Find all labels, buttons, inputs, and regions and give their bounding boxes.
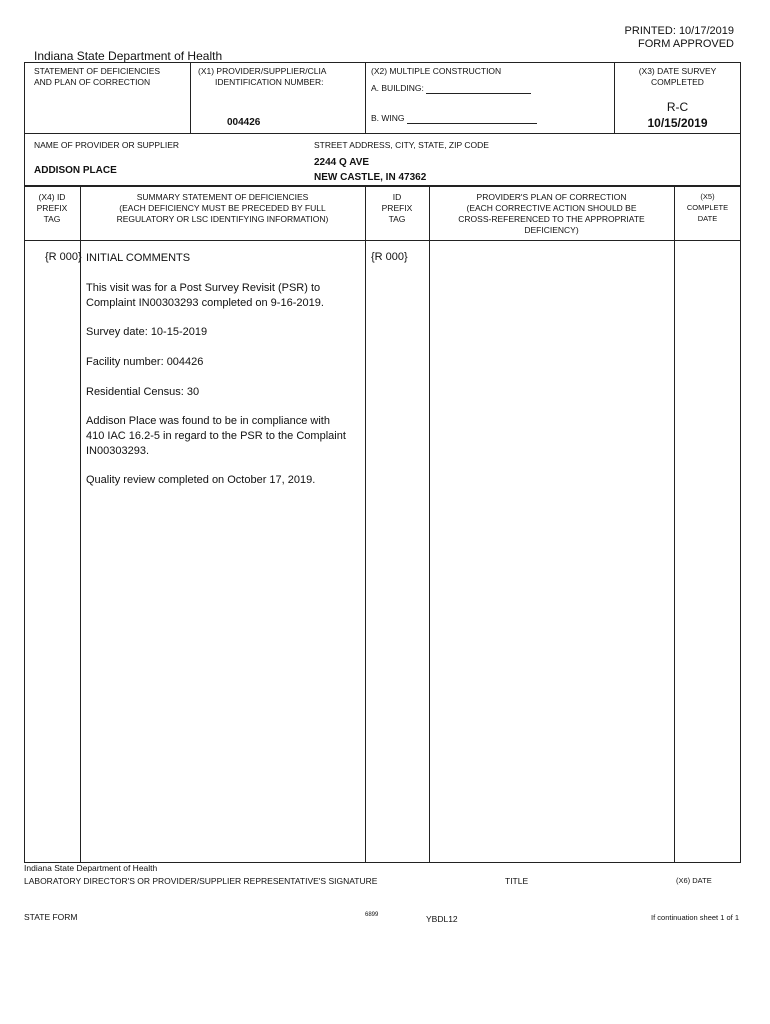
divider bbox=[80, 186, 81, 863]
provider-name: ADDISON PLACE bbox=[34, 165, 117, 176]
x1-label-2: IDENTIFICATION NUMBER: bbox=[215, 77, 324, 87]
x3-label-2: COMPLETED bbox=[651, 77, 704, 87]
divider bbox=[190, 62, 191, 133]
x4-header: (X4) ID bbox=[38, 192, 66, 202]
x4-header-2: PREFIX bbox=[36, 203, 68, 213]
summary-header-2: (EACH DEFICIENCY MUST BE PRECEDED BY FULL bbox=[119, 203, 326, 213]
x4-header-3: TAG bbox=[43, 214, 61, 224]
building-label bbox=[371, 84, 531, 94]
plan-header-3: CROSS-REFERENCED TO THE APPROPRIATE bbox=[458, 214, 645, 224]
statement-label-2: AND PLAN OF CORRECTION bbox=[34, 77, 151, 87]
tag-left: {R 000} bbox=[45, 251, 82, 263]
address-label: STREET ADDRESS, CITY, STATE, ZIP CODE bbox=[314, 140, 489, 150]
paragraph: Quality review completed on October 17, 2019. bbox=[86, 474, 316, 486]
provider-name-label: NAME OF PROVIDER OR SUPPLIER bbox=[34, 140, 179, 150]
x5-header: (X5) bbox=[700, 192, 715, 201]
form-approved: FORM APPROVED bbox=[638, 38, 734, 50]
x3-label: (X3) DATE SURVEY bbox=[638, 66, 717, 76]
paragraph: Addison Place was found to be in compliance with 410 IAC 16.2-5 in regard to the PSR to the Complaint IN00303293. bbox=[86, 415, 346, 457]
id-header-2: PREFIX bbox=[381, 203, 413, 213]
building-blank bbox=[426, 84, 531, 94]
divider bbox=[429, 186, 430, 863]
id-header-3: TAG bbox=[388, 214, 406, 224]
survey-code: R-C bbox=[666, 100, 689, 114]
divider bbox=[24, 240, 741, 241]
summary-header-3: REGULATORY OR LSC IDENTIFYING INFORMATION) bbox=[116, 214, 329, 224]
x2-label: (X2) MULTIPLE CONSTRUCTION bbox=[371, 66, 502, 76]
plan-header: PROVIDER'S PLAN OF CORRECTION bbox=[476, 192, 627, 202]
tag-right: {R 000} bbox=[371, 251, 408, 263]
continuation-sheet: If continuation sheet 1 of 1 bbox=[651, 913, 739, 922]
divider bbox=[674, 186, 675, 863]
wing-blank bbox=[407, 114, 537, 124]
id-header: ID bbox=[392, 192, 402, 202]
summary-header: SUMMARY STATEMENT OF DEFICIENCIES bbox=[136, 192, 309, 202]
address-street: 2244 Q AVE bbox=[314, 157, 370, 168]
footer-agency: Indiana State Department of Health bbox=[24, 863, 158, 873]
agency-name: Indiana State Department of Health bbox=[34, 49, 223, 63]
divider bbox=[365, 186, 366, 863]
paragraph: This visit was for a Post Survey Revisit (PSR) to Complaint IN00303293 completed on 9-16-2019. bbox=[86, 282, 324, 309]
plan-header-4: DEFICIENCY) bbox=[524, 225, 579, 235]
event-id: YBDL12 bbox=[426, 914, 458, 924]
x1-label: (X1) PROVIDER/SUPPLIER/CLIA bbox=[198, 66, 327, 76]
form-number: 6899 bbox=[365, 912, 379, 918]
address-city: NEW CASTLE, IN 47362 bbox=[314, 172, 427, 183]
state-form-label: STATE FORM bbox=[24, 912, 78, 922]
wing-label-text: B. WING bbox=[371, 113, 405, 124]
survey-date: 10/15/2019 bbox=[647, 116, 708, 130]
x6-date-label: (X6) DATE bbox=[676, 876, 712, 885]
printed-date: PRINTED: 10/17/2019 bbox=[624, 25, 734, 37]
section-heading: INITIAL COMMENTS bbox=[86, 252, 191, 264]
paragraph: Survey date: 10-15-2019 bbox=[86, 326, 208, 338]
wing-label bbox=[371, 114, 537, 124]
statement-label: STATEMENT OF DEFICIENCIES bbox=[34, 66, 161, 76]
signature-label: LABORATORY DIRECTOR'S OR PROVIDER/SUPPLIER REPRESENTATIVE'S SIGNATURE bbox=[24, 876, 378, 886]
divider bbox=[24, 133, 741, 134]
paragraph: Residential Census: 30 bbox=[86, 386, 200, 398]
x5-header-2: COMPLETE bbox=[686, 203, 729, 212]
x5-header-3: DATE bbox=[697, 214, 718, 223]
title-label: TITLE bbox=[505, 876, 529, 886]
divider bbox=[365, 62, 366, 133]
plan-header-2: (EACH CORRECTIVE ACTION SHOULD BE bbox=[466, 203, 637, 213]
building-label-text: A. BUILDING: bbox=[371, 83, 424, 94]
provider-number: 004426 bbox=[227, 117, 261, 128]
paragraph: Facility number: 004426 bbox=[86, 356, 204, 368]
